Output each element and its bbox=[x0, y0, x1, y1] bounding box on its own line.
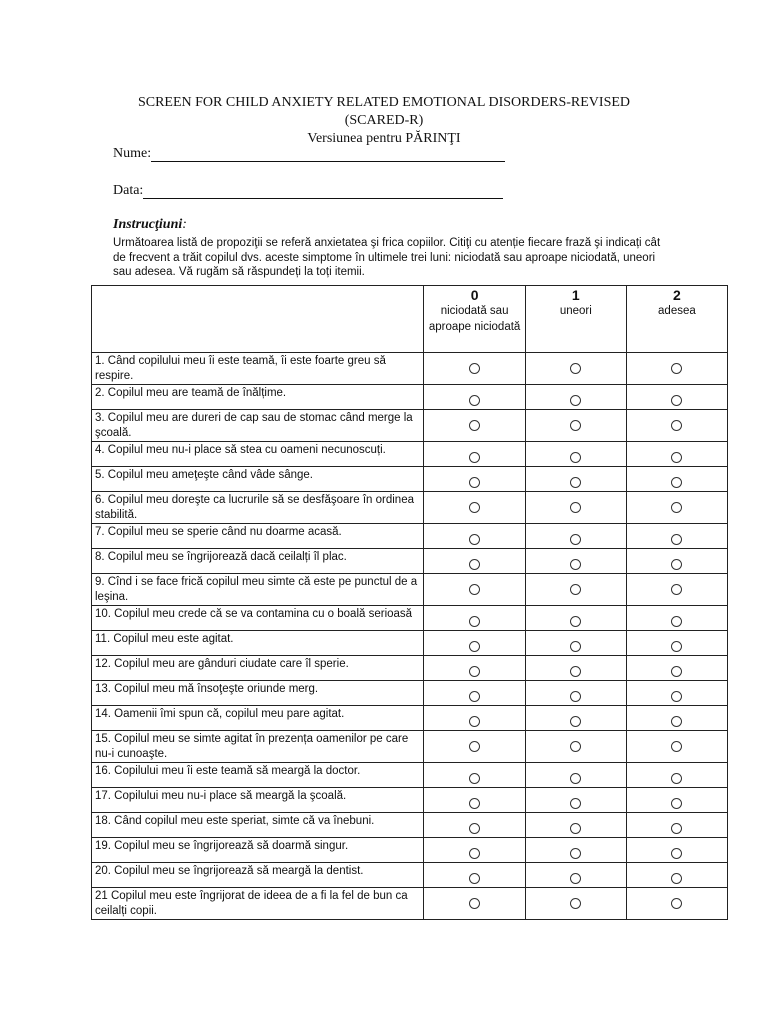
radio-option-0[interactable] bbox=[469, 848, 480, 859]
radio-option-1[interactable] bbox=[570, 741, 581, 752]
item-text: 15. Copilul meu se simte agitat în prezența oamenilor pe care nu-i cunoaşte. bbox=[95, 733, 409, 760]
option-label: niciodată sau aproape niciodată bbox=[428, 305, 521, 333]
option-cell-1 bbox=[525, 524, 626, 549]
radio-option-1[interactable] bbox=[570, 641, 581, 652]
item-cell bbox=[92, 524, 424, 549]
option-cell-1 bbox=[525, 606, 626, 631]
item-cell bbox=[92, 763, 424, 788]
option-cell-2 bbox=[626, 385, 727, 410]
table-row bbox=[92, 888, 728, 920]
document-acronym: (SCARED-R) bbox=[344, 113, 424, 128]
option-cell-0 bbox=[424, 385, 525, 410]
radio-option-2[interactable] bbox=[671, 559, 682, 570]
radio-option-1[interactable] bbox=[570, 798, 581, 809]
radio-option-1[interactable] bbox=[570, 848, 581, 859]
item-text: 16. Copilului meu îi este teamă să meargă la doctor. bbox=[95, 765, 361, 777]
item-cell bbox=[92, 863, 424, 888]
document-version: Versiunea pentru PĂRINŢI bbox=[307, 131, 461, 146]
item-text: 18. Când copilul meu este speriat, simte că va înebuni. bbox=[95, 815, 375, 827]
option-cell-2 bbox=[626, 681, 727, 706]
radio-option-1[interactable] bbox=[570, 477, 581, 488]
item-cell bbox=[92, 442, 424, 467]
radio-option-0[interactable] bbox=[469, 691, 480, 702]
option-cell-1 bbox=[525, 763, 626, 788]
table-row bbox=[92, 763, 728, 788]
instructions-heading-colon: : bbox=[182, 217, 187, 232]
date-label: Data: bbox=[113, 183, 144, 198]
radio-option-0[interactable] bbox=[469, 666, 480, 677]
radio-option-0[interactable] bbox=[469, 741, 480, 752]
option-cell-0 bbox=[424, 763, 525, 788]
option-cell-1 bbox=[525, 681, 626, 706]
option-cell-1 bbox=[525, 813, 626, 838]
radio-option-2[interactable] bbox=[671, 741, 682, 752]
table-row bbox=[92, 467, 728, 492]
item-cell bbox=[92, 606, 424, 631]
option-number: 2 bbox=[673, 287, 681, 303]
option-cell-2 bbox=[626, 838, 727, 863]
table-row bbox=[92, 731, 728, 763]
item-cell bbox=[92, 681, 424, 706]
item-text: 4. Copilul meu nu-i place să stea cu oameni necunoscuți. bbox=[95, 444, 386, 456]
item-cell bbox=[92, 888, 424, 920]
option-number: 1 bbox=[571, 287, 580, 303]
option-cell-1 bbox=[525, 467, 626, 492]
item-text: 21 Copilul meu este îngrijorat de ideea de a fi la fel de bun ca ceilalți copii. bbox=[95, 890, 408, 917]
radio-option-1[interactable] bbox=[570, 823, 581, 834]
radio-option-2[interactable] bbox=[671, 666, 682, 677]
item-cell bbox=[92, 467, 424, 492]
item-cell bbox=[92, 549, 424, 574]
radio-option-0[interactable] bbox=[469, 534, 480, 545]
radio-option-2[interactable] bbox=[671, 691, 682, 702]
option-cell-0 bbox=[424, 838, 525, 863]
radio-option-0[interactable] bbox=[469, 559, 480, 570]
date-field[interactable] bbox=[113, 183, 503, 199]
option-cell-0 bbox=[424, 606, 525, 631]
item-cell bbox=[92, 656, 424, 681]
table-row bbox=[92, 442, 728, 467]
option-cell-2 bbox=[626, 467, 727, 492]
item-text: 5. Copilul meu ameţeşte când vâde sânge. bbox=[95, 469, 313, 481]
header-item-cell bbox=[92, 286, 424, 353]
option-cell-1 bbox=[525, 385, 626, 410]
header-option-1 bbox=[525, 286, 626, 353]
option-cell-1 bbox=[525, 631, 626, 656]
item-text: 10. Copilul meu crede că se va contamina cu o boală serioasă bbox=[95, 608, 413, 620]
table-row bbox=[92, 574, 728, 606]
radio-option-1[interactable] bbox=[570, 773, 581, 784]
item-cell bbox=[92, 410, 424, 442]
header-option-2 bbox=[626, 286, 727, 353]
item-cell bbox=[92, 731, 424, 763]
option-cell-1 bbox=[525, 731, 626, 763]
radio-option-2[interactable] bbox=[671, 773, 682, 784]
option-cell-0 bbox=[424, 492, 525, 524]
option-cell-0 bbox=[424, 467, 525, 492]
item-cell bbox=[92, 631, 424, 656]
radio-option-1[interactable] bbox=[570, 559, 581, 570]
radio-option-0[interactable] bbox=[469, 616, 480, 627]
name-field[interactable] bbox=[113, 146, 505, 162]
option-cell-2 bbox=[626, 813, 727, 838]
item-cell bbox=[92, 385, 424, 410]
table-row bbox=[92, 838, 728, 863]
radio-option-2[interactable] bbox=[671, 823, 682, 834]
table-row bbox=[92, 788, 728, 813]
radio-option-2[interactable] bbox=[671, 716, 682, 727]
option-cell-2 bbox=[626, 656, 727, 681]
table-header-row bbox=[92, 286, 728, 353]
option-cell-2 bbox=[626, 606, 727, 631]
radio-option-2[interactable] bbox=[671, 798, 682, 809]
radio-option-2[interactable] bbox=[671, 420, 682, 431]
option-cell-2 bbox=[626, 410, 727, 442]
radio-option-1[interactable] bbox=[570, 716, 581, 727]
table-row bbox=[92, 813, 728, 838]
radio-option-2[interactable] bbox=[671, 395, 682, 406]
option-cell-0 bbox=[424, 863, 525, 888]
radio-option-1[interactable] bbox=[570, 616, 581, 627]
option-cell-1 bbox=[525, 788, 626, 813]
radio-option-1[interactable] bbox=[570, 534, 581, 545]
option-cell-1 bbox=[525, 442, 626, 467]
radio-option-0[interactable] bbox=[469, 502, 480, 513]
option-cell-1 bbox=[525, 888, 626, 920]
option-cell-0 bbox=[424, 574, 525, 606]
option-cell-1 bbox=[525, 353, 626, 385]
option-cell-0 bbox=[424, 681, 525, 706]
radio-option-2[interactable] bbox=[671, 534, 682, 545]
option-cell-2 bbox=[626, 731, 727, 763]
radio-option-1[interactable] bbox=[570, 898, 581, 909]
header-option-0 bbox=[424, 286, 525, 353]
table-row bbox=[92, 631, 728, 656]
radio-option-1[interactable] bbox=[570, 584, 581, 595]
radio-option-2[interactable] bbox=[671, 584, 682, 595]
name-line[interactable] bbox=[151, 147, 505, 162]
table-row bbox=[92, 863, 728, 888]
option-cell-2 bbox=[626, 863, 727, 888]
radio-option-2[interactable] bbox=[671, 898, 682, 909]
radio-option-2[interactable] bbox=[671, 477, 682, 488]
table-row bbox=[92, 656, 728, 681]
item-text: 11. Copilul meu este agitat. bbox=[95, 633, 234, 645]
radio-option-2[interactable] bbox=[671, 848, 682, 859]
questionnaire-table bbox=[91, 285, 728, 920]
item-text: 8. Copilul meu se îngrijorează dacă ceilalți îl plac. bbox=[95, 551, 347, 563]
option-cell-2 bbox=[626, 888, 727, 920]
option-cell-0 bbox=[424, 549, 525, 574]
instructions-heading bbox=[113, 217, 187, 233]
item-text: 7. Copilul meu se sperie când nu doarme acasă. bbox=[95, 526, 342, 538]
document-title: SCREEN FOR CHILD ANXIETY RELATED EMOTIONAL DISORDERS-REVISED bbox=[137, 95, 631, 110]
option-cell-0 bbox=[424, 656, 525, 681]
instructions-text: Următoarea listă de propoziţii se referă anxietatea şi frica copiilor. Citiţi cu atenție fiecare frază şi indicați cât de frecvent a trăit copilul dvs. aceste simptome în ultimele trei luni: niciodată sau aproape niciodată, uneori sau adesea. Vă rugăm să răspundeți la toți itemii. bbox=[113, 237, 661, 278]
item-cell bbox=[92, 813, 424, 838]
radio-option-0[interactable] bbox=[469, 823, 480, 834]
radio-option-1[interactable] bbox=[570, 502, 581, 513]
table-row bbox=[92, 492, 728, 524]
radio-option-2[interactable] bbox=[671, 502, 682, 513]
option-number: 0 bbox=[470, 287, 479, 303]
option-cell-0 bbox=[424, 631, 525, 656]
table-row bbox=[92, 606, 728, 631]
option-cell-1 bbox=[525, 656, 626, 681]
option-cell-1 bbox=[525, 838, 626, 863]
option-cell-1 bbox=[525, 574, 626, 606]
option-cell-0 bbox=[424, 410, 525, 442]
option-label: adesea bbox=[658, 305, 696, 317]
table-row bbox=[92, 385, 728, 410]
option-cell-0 bbox=[424, 888, 525, 920]
radio-option-0[interactable] bbox=[469, 477, 480, 488]
item-text: 20. Copilul meu se îngrijorează să meargă la dentist. bbox=[95, 865, 364, 877]
item-cell bbox=[92, 788, 424, 813]
option-cell-2 bbox=[626, 549, 727, 574]
option-label: uneori bbox=[559, 305, 592, 317]
option-cell-2 bbox=[626, 788, 727, 813]
option-cell-0 bbox=[424, 442, 525, 467]
item-text: 2. Copilul meu are teamă de înălțime. bbox=[95, 387, 287, 399]
option-cell-2 bbox=[626, 442, 727, 467]
radio-option-1[interactable] bbox=[570, 873, 581, 884]
radio-option-0[interactable] bbox=[469, 798, 480, 809]
item-cell bbox=[92, 574, 424, 606]
item-text: 12. Copilul meu are gânduri ciudate care îl sperie. bbox=[95, 658, 349, 670]
radio-option-0[interactable] bbox=[469, 363, 480, 374]
option-cell-1 bbox=[525, 706, 626, 731]
item-text: 14. Oamenii îmi spun că, copilul meu pare agitat. bbox=[95, 708, 345, 720]
radio-option-0[interactable] bbox=[469, 873, 480, 884]
radio-option-1[interactable] bbox=[570, 363, 581, 374]
item-text: 17. Copilului meu nu-i place să meargă la şcoală. bbox=[95, 790, 347, 802]
option-cell-0 bbox=[424, 731, 525, 763]
radio-option-1[interactable] bbox=[570, 691, 581, 702]
item-text: 13. Copilul meu mă însoţeşte oriunde merg. bbox=[95, 683, 319, 695]
date-line[interactable] bbox=[143, 184, 503, 199]
table-row bbox=[92, 549, 728, 574]
radio-option-2[interactable] bbox=[671, 616, 682, 627]
option-cell-0 bbox=[424, 706, 525, 731]
radio-option-0[interactable] bbox=[469, 452, 480, 463]
table-row bbox=[92, 524, 728, 549]
option-cell-1 bbox=[525, 863, 626, 888]
item-cell bbox=[92, 706, 424, 731]
instructions-heading-text: Instrucţiuni bbox=[113, 217, 183, 232]
item-text: 19. Copilul meu se îngrijorează să doarmă singur. bbox=[95, 840, 349, 852]
option-cell-1 bbox=[525, 492, 626, 524]
item-text: 1. Când copilului meu îi este teamă, îi este foarte greu să respire. bbox=[95, 355, 386, 382]
radio-option-0[interactable] bbox=[469, 584, 480, 595]
item-text: 3. Copilul meu are dureri de cap sau de stomac când merge la şcoală. bbox=[95, 412, 413, 439]
item-text: 6. Copilul meu doreşte ca lucrurile să se desfăşoare în ordinea stabilită. bbox=[95, 494, 414, 521]
radio-option-2[interactable] bbox=[671, 452, 682, 463]
option-cell-2 bbox=[626, 763, 727, 788]
radio-option-1[interactable] bbox=[570, 420, 581, 431]
item-cell bbox=[92, 492, 424, 524]
radio-option-0[interactable] bbox=[469, 898, 480, 909]
item-cell bbox=[92, 353, 424, 385]
radio-option-0[interactable] bbox=[469, 641, 480, 652]
option-cell-0 bbox=[424, 813, 525, 838]
radio-option-1[interactable] bbox=[570, 666, 581, 677]
option-cell-2 bbox=[626, 631, 727, 656]
option-cell-0 bbox=[424, 788, 525, 813]
radio-option-0[interactable] bbox=[469, 395, 480, 406]
table-row bbox=[92, 353, 728, 385]
radio-option-0[interactable] bbox=[469, 716, 480, 727]
option-cell-0 bbox=[424, 524, 525, 549]
option-cell-1 bbox=[525, 410, 626, 442]
option-cell-0 bbox=[424, 353, 525, 385]
radio-option-2[interactable] bbox=[671, 363, 682, 374]
table-row bbox=[92, 410, 728, 442]
radio-option-1[interactable] bbox=[570, 452, 581, 463]
item-text: 9. Cînd i se face frică copilul meu simte că este pe punctul de a leşina. bbox=[95, 576, 418, 603]
table-row bbox=[92, 681, 728, 706]
radio-option-0[interactable] bbox=[469, 773, 480, 784]
name-label: Nume: bbox=[113, 146, 152, 161]
table-row bbox=[92, 706, 728, 731]
option-cell-2 bbox=[626, 492, 727, 524]
radio-option-2[interactable] bbox=[671, 641, 682, 652]
radio-option-1[interactable] bbox=[570, 395, 581, 406]
option-cell-2 bbox=[626, 524, 727, 549]
radio-option-2[interactable] bbox=[671, 873, 682, 884]
item-cell bbox=[92, 838, 424, 863]
option-cell-1 bbox=[525, 549, 626, 574]
option-cell-2 bbox=[626, 574, 727, 606]
radio-option-0[interactable] bbox=[469, 420, 480, 431]
option-cell-2 bbox=[626, 706, 727, 731]
option-cell-2 bbox=[626, 353, 727, 385]
